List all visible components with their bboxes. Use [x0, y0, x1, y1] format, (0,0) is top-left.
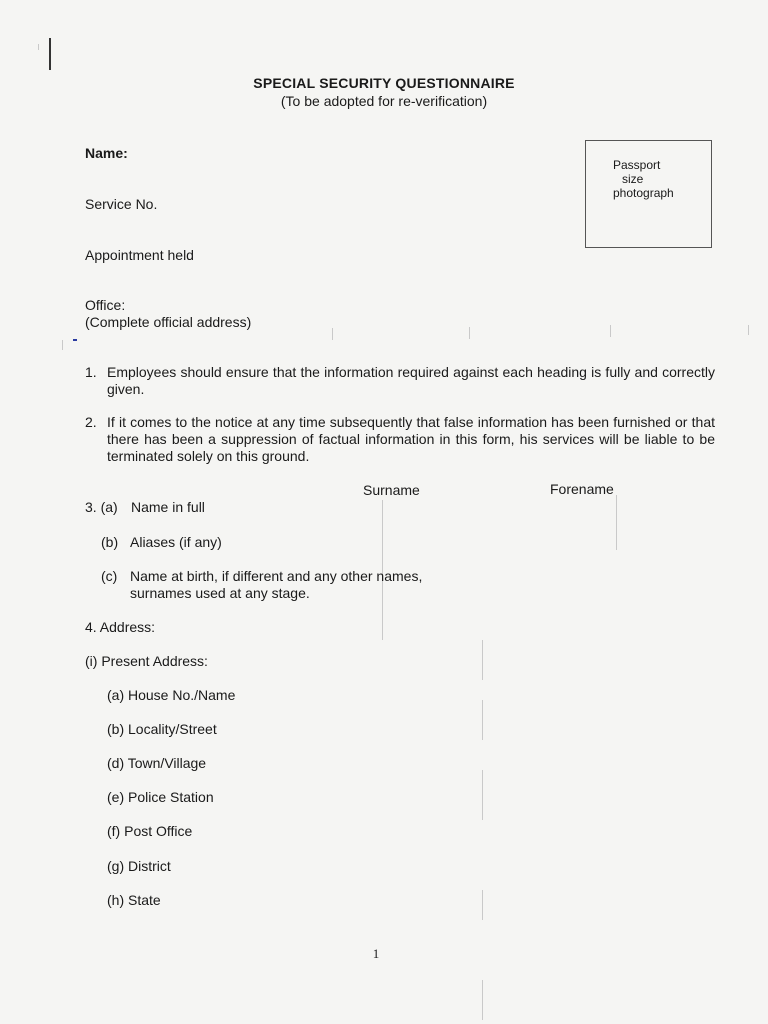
scan-mark — [482, 640, 483, 680]
address-item-district: (g) District — [107, 858, 171, 874]
question-3b-label: (b) — [101, 534, 119, 550]
service-no-label: Service No. — [85, 196, 158, 212]
photo-label-line1: Passport — [613, 158, 661, 172]
scan-mark — [482, 890, 483, 920]
scan-mark — [616, 495, 617, 550]
surname-column-header: Surname — [363, 482, 420, 498]
address-item-house: (a) House No./Name — [107, 687, 236, 703]
question-3a: Name in full — [131, 499, 205, 515]
scan-mark — [332, 328, 333, 340]
address-item-town: (d) Town/Village — [107, 755, 207, 771]
instruction-number: 2. — [85, 414, 97, 430]
document-title: SPECIAL SECURITY QUESTIONNAIRE — [253, 75, 515, 91]
instruction-number: 1. — [85, 364, 97, 380]
instruction-text: Employees should ensure that the information required against each heading is fully and correctly given. — [107, 364, 715, 397]
question-4: 4. Address: — [85, 619, 156, 635]
scan-mark — [49, 38, 51, 70]
scan-mark — [482, 770, 483, 820]
address-item-state: (h) State — [107, 892, 161, 908]
address-item-locality: (b) Locality/Street — [107, 721, 217, 737]
question-3c-label: (c) — [101, 568, 118, 584]
forename-column-header: Forename — [550, 481, 614, 497]
question-3b: Aliases (if any) — [130, 534, 222, 550]
address-item-post-office: (f) Post Office — [107, 823, 193, 839]
page-number: 1 — [372, 946, 380, 961]
address-item-police-station: (e) Police Station — [107, 789, 214, 805]
office-note: (Complete official address) — [85, 314, 252, 330]
photo-label-line2: size — [622, 172, 644, 186]
photo-label-line3: photograph — [613, 186, 674, 200]
name-label: Name: — [85, 145, 128, 161]
scan-mark — [610, 325, 611, 337]
question-3c-line2: surnames used at any stage. — [130, 585, 310, 601]
document-subtitle: (To be adopted for re-verification) — [280, 93, 488, 109]
scan-mark — [482, 980, 483, 1020]
scan-mark — [482, 700, 483, 740]
scan-mark — [748, 325, 749, 335]
scan-mark — [73, 339, 77, 341]
passport-photo-box — [585, 140, 712, 248]
instruction-2 — [85, 414, 715, 465]
office-label: Office: — [85, 297, 126, 313]
scan-mark — [38, 44, 39, 50]
scan-mark — [469, 327, 470, 339]
instruction-text: If it comes to the notice at any time subsequently that false information has been furnished or that there has been a suppression of factual information in this form, his services will be liable to be terminated solely on this ground. — [107, 414, 715, 464]
scan-mark — [62, 340, 63, 350]
appointment-label: Appointment held — [85, 247, 194, 263]
present-address-heading: (i) Present Address: — [85, 653, 208, 669]
question-3c-line1: Name at birth, if different and any other names, — [130, 568, 423, 584]
question-3-number: 3. (a) — [85, 499, 118, 515]
instruction-1 — [85, 364, 715, 398]
